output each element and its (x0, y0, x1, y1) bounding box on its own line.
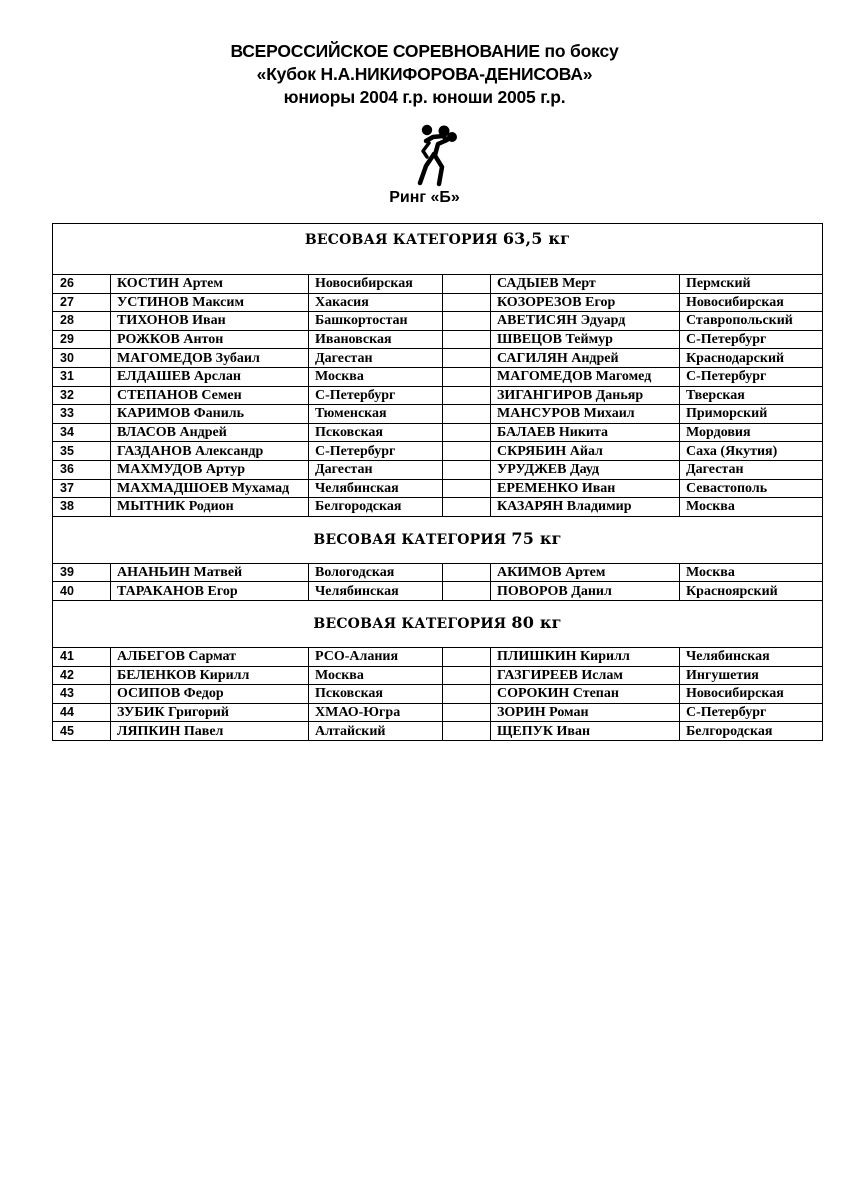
bout-number: 33 (53, 405, 111, 424)
bout-row (53, 349, 823, 368)
blue-corner-region: Дагестан (680, 460, 823, 479)
blue-corner-region: Белгородская (680, 722, 823, 741)
corner-separator (443, 367, 491, 386)
blue-corner-region: Мордовия (680, 423, 823, 442)
blue-corner-region: Ингушетия (680, 666, 823, 685)
bout-row (53, 423, 823, 442)
bout-row (53, 460, 823, 479)
corner-separator (443, 293, 491, 312)
bout-number: 36 (53, 460, 111, 479)
weight-category-header (53, 224, 823, 275)
red-corner-name: ЗУБИК Григорий (111, 703, 309, 722)
red-corner-region: С-Петербург (309, 442, 443, 461)
red-corner-name: ГАЗДАНОВ Александр (111, 442, 309, 461)
bout-number: 35 (53, 442, 111, 461)
red-corner-name: ОСИПОВ Федор (111, 685, 309, 704)
cup-title: «Кубок Н.А.НИКИФОРОВА-ДЕНИСОВА» (256, 64, 593, 84)
blue-corner-region: С-Петербург (680, 367, 823, 386)
red-corner-region: Челябинская (309, 479, 443, 498)
bout-row (53, 405, 823, 424)
corner-separator (443, 479, 491, 498)
blue-corner-name: АВЕТИСЯН Эдуард (491, 312, 680, 331)
red-corner-region: Ивановская (309, 330, 443, 349)
blue-corner-name: МАГОМЕДОВ Магомед (491, 367, 680, 386)
blue-corner-region: Саха (Якутия) (680, 442, 823, 461)
bout-number: 32 (53, 386, 111, 405)
blue-corner-name: КАЗАРЯН Владимир (491, 498, 680, 517)
bout-number: 26 (53, 275, 111, 294)
corner-separator (443, 582, 491, 601)
bout-row (53, 582, 823, 601)
blue-corner-region: С-Петербург (680, 703, 823, 722)
blue-corner-name: ЗИГАНГИРОВ Даньяр (491, 386, 680, 405)
red-corner-region: ХМАО-Югра (309, 703, 443, 722)
blue-corner-region: Москва (680, 498, 823, 517)
red-corner-name: МАГОМЕДОВ Зубаил (111, 349, 309, 368)
blue-corner-region: Красноярский (680, 582, 823, 601)
weight-category-label: ВЕСОВАЯ КАТЕГОРИЯ (313, 532, 507, 549)
bout-number: 43 (53, 685, 111, 704)
red-corner-name: АНАНЬИН Матвей (111, 563, 309, 582)
red-corner-region: Дагестан (309, 349, 443, 368)
blue-corner-region: Краснодарский (680, 349, 823, 368)
red-corner-region: Псковская (309, 685, 443, 704)
blue-corner-name: ШВЕЦОВ Теймур (491, 330, 680, 349)
bout-number: 42 (53, 666, 111, 685)
blue-corner-region: Челябинская (680, 647, 823, 666)
bout-number: 41 (53, 647, 111, 666)
bout-number: 27 (53, 293, 111, 312)
red-corner-name: СТЕПАНОВ Семен (111, 386, 309, 405)
corner-separator (443, 423, 491, 442)
corner-separator (443, 405, 491, 424)
blue-corner-region: Москва (680, 563, 823, 582)
blue-corner-name: САДЫЕВ Мерт (491, 275, 680, 294)
ring-label: Ринг «Б» (389, 189, 460, 206)
blue-corner-region: Севастополь (680, 479, 823, 498)
corner-separator (443, 386, 491, 405)
red-corner-region: Дагестан (309, 460, 443, 479)
red-corner-region: Челябинская (309, 582, 443, 601)
red-corner-region: Хакасия (309, 293, 443, 312)
red-corner-region: Башкортостан (309, 312, 443, 331)
bout-row (53, 386, 823, 405)
red-corner-name: ЕЛДАШЕВ Арслан (111, 367, 309, 386)
bout-row (53, 442, 823, 461)
blue-corner-name: СОРОКИН Степан (491, 685, 680, 704)
corner-separator (443, 666, 491, 685)
red-corner-name: МЫТНИК Родион (111, 498, 309, 517)
corner-separator (443, 647, 491, 666)
blue-corner-region: Пермский (680, 275, 823, 294)
weight-category-header (53, 600, 823, 647)
bout-row (53, 685, 823, 704)
blue-corner-region: Новосибирская (680, 293, 823, 312)
corner-separator (443, 498, 491, 517)
bout-row (53, 647, 823, 666)
red-corner-name: КАРИМОВ Фаниль (111, 405, 309, 424)
bout-row (53, 722, 823, 741)
red-corner-name: АЛБЕГОВ Сармат (111, 647, 309, 666)
red-corner-region: Псковская (309, 423, 443, 442)
bout-table (52, 223, 823, 741)
blue-corner-region: Ставропольский (680, 312, 823, 331)
red-corner-name: ТИХОНОВ Иван (111, 312, 309, 331)
bout-row (53, 367, 823, 386)
red-corner-name: МАХМУДОВ Артур (111, 460, 309, 479)
blue-corner-name: ПОВОРОВ Данил (491, 582, 680, 601)
blue-corner-name: АКИМОВ Артем (491, 563, 680, 582)
blue-corner-name: ЕРЕМЕНКО Иван (491, 479, 680, 498)
bout-number: 28 (53, 312, 111, 331)
blue-corner-name: САГИЛЯН Андрей (491, 349, 680, 368)
bout-number: 34 (53, 423, 111, 442)
red-corner-region: Москва (309, 666, 443, 685)
bout-row (53, 275, 823, 294)
blue-corner-region: Приморский (680, 405, 823, 424)
red-corner-name: ТАРАКАНОВ Егор (111, 582, 309, 601)
bout-number: 40 (53, 582, 111, 601)
bout-number: 45 (53, 722, 111, 741)
corner-separator (443, 275, 491, 294)
weight-category-value: 63,5 кг (502, 229, 571, 248)
bout-number: 29 (53, 330, 111, 349)
blue-corner-name: ЗОРИН Роман (491, 703, 680, 722)
red-corner-region: Новосибирская (309, 275, 443, 294)
blue-corner-name: УРУДЖЕВ Дауд (491, 460, 680, 479)
red-corner-name: РОЖКОВ Антон (111, 330, 309, 349)
red-corner-region: Белгородская (309, 498, 443, 517)
bout-number: 37 (53, 479, 111, 498)
boxer-pictogram-icon (411, 121, 463, 187)
red-corner-name: УСТИНОВ Максим (111, 293, 309, 312)
blue-corner-name: СКРЯБИН Айал (491, 442, 680, 461)
bout-row (53, 293, 823, 312)
corner-separator (443, 442, 491, 461)
red-corner-name: ВЛАСОВ Андрей (111, 423, 309, 442)
corner-separator (443, 330, 491, 349)
corner-separator (443, 722, 491, 741)
red-corner-region: С-Петербург (309, 386, 443, 405)
bout-row (53, 563, 823, 582)
red-corner-region: Тюменская (309, 405, 443, 424)
blue-corner-name: МАНСУРОВ Михаил (491, 405, 680, 424)
red-corner-region: Алтайский (309, 722, 443, 741)
bout-row (53, 312, 823, 331)
blue-corner-region: Новосибирская (680, 685, 823, 704)
red-corner-name: ЛЯПКИН Павел (111, 722, 309, 741)
red-corner-region: РСО-Алания (309, 647, 443, 666)
bout-row (53, 666, 823, 685)
bout-row (53, 479, 823, 498)
weight-category-label: ВЕСОВАЯ КАТЕГОРИЯ (304, 232, 498, 248)
blue-corner-name: БАЛАЕВ Никита (491, 423, 680, 442)
weight-category-header (53, 516, 823, 563)
red-corner-region: Вологодская (309, 563, 443, 582)
corner-separator (443, 703, 491, 722)
bout-number: 38 (53, 498, 111, 517)
weight-category-value: 80 кг (511, 613, 562, 633)
document-header (0, 40, 849, 109)
corner-separator (443, 312, 491, 331)
bout-number: 31 (53, 367, 111, 386)
blue-corner-region: С-Петербург (680, 330, 823, 349)
bout-row (53, 498, 823, 517)
weight-category-label: ВЕСОВАЯ КАТЕГОРИЯ (313, 616, 507, 633)
bout-number: 30 (53, 349, 111, 368)
age-groups: юниоры 2004 г.р. юноши 2005 г.р. (283, 87, 566, 107)
blue-corner-name: ПЛИШКИН Кирилл (491, 647, 680, 666)
corner-separator (443, 563, 491, 582)
red-corner-name: БЕЛЕНКОВ Кирилл (111, 666, 309, 685)
bout-row (53, 703, 823, 722)
bout-row (53, 330, 823, 349)
corner-separator (443, 460, 491, 479)
blue-corner-name: ЩЕПУК Иван (491, 722, 680, 741)
bout-number: 39 (53, 563, 111, 582)
blue-corner-name: ГАЗГИРЕЕВ Ислам (491, 666, 680, 685)
blue-corner-name: КОЗОРЕЗОВ Егор (491, 293, 680, 312)
red-corner-name: КОСТИН Артем (111, 275, 309, 294)
weight-category-value: 75 кг (511, 529, 562, 549)
red-corner-region: Москва (309, 367, 443, 386)
corner-separator (443, 349, 491, 368)
red-corner-name: МАХМАДШОЕВ Мухамад (111, 479, 309, 498)
bout-number: 44 (53, 703, 111, 722)
competition-title: ВСЕРОССИЙСКОЕ СОРЕВНОВАНИЕ по боксу (230, 41, 619, 61)
corner-separator (443, 685, 491, 704)
blue-corner-region: Тверская (680, 386, 823, 405)
